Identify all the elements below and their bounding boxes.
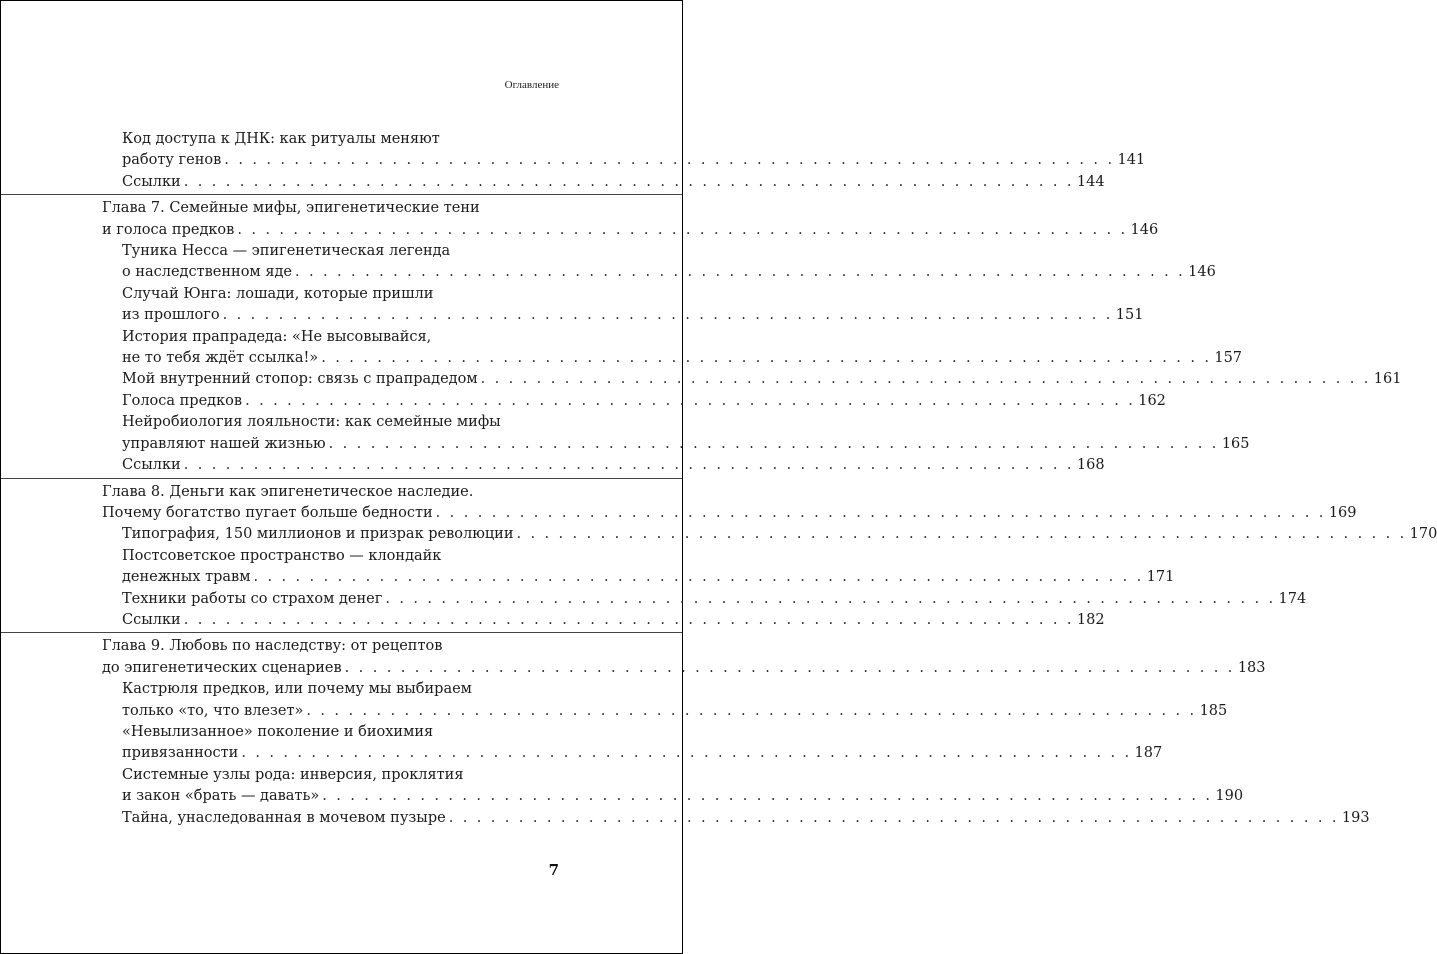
toc-entry-text: управляют нашей жизнью <box>122 435 326 452</box>
toc-subsection-entry[interactable] <box>122 455 1105 476</box>
toc-entry-text: Ссылки <box>122 173 181 190</box>
toc-entry-text: Глава 8. Деньги как эпигенетическое наследие. <box>102 483 474 500</box>
toc-entry-text: Глава 7. Семейные мифы, эпигенетические тени <box>102 200 480 217</box>
toc-subsection-entry[interactable] <box>122 589 1307 610</box>
toc-page-number: 141 <box>1117 152 1146 169</box>
toc-subsection-entry[interactable] <box>122 327 1243 370</box>
toc-subsection-entry[interactable] <box>122 765 1244 808</box>
dot-leader: . . . . . . . . . . . . . . . . . . . . . . . . . . . . . . . . . . . . . . . . . . . . . . . . . . . . . . . . . . . . . . . . <box>224 152 1115 169</box>
toc-entry-text: работу генов <box>122 152 222 169</box>
toc-entry-text: Типография, 150 миллионов и призрак революции <box>122 526 514 543</box>
dot-leader: . . . . . . . . . . . . . . . . . . . . . . . . . . . . . . . . . . . . . . . . . . . . . . . . . . . . . . . . . . . . . . . . <box>516 526 1407 543</box>
toc-page-number: 168 <box>1076 457 1105 474</box>
toc-subsection-entry[interactable] <box>122 808 1370 829</box>
toc-entry-text: Почему богатство пугает больше бедности <box>102 504 433 521</box>
toc-entry-text: не то тебя ждёт ссылка!» <box>122 350 319 367</box>
toc-page-number: 162 <box>1138 392 1166 409</box>
dot-leader: . . . . . . . . . . . . . . . . . . . . . . . . . . . . . . . . . . . . . . . . . . . . . . . . . . . . . . . . . . . . . . . . <box>183 611 1074 628</box>
toc-entry-text: только «то, что влезет» <box>122 702 304 719</box>
toc-entry-text: Мой внутренний стопор: связь с прапрадедом <box>122 371 478 388</box>
running-header: Оглавление <box>504 79 559 91</box>
toc-page-number: 157 <box>1214 350 1243 367</box>
toc-entry-text: привязанности <box>122 745 239 762</box>
toc-entry-text: Ссылки <box>122 457 181 474</box>
toc-subsection-entry[interactable] <box>122 524 1437 545</box>
dot-leader: . . . . . . . . . . . . . . . . . . . . . . . . . . . . . . . . . . . . . . . . . . . . . . . . . . . . . . . . . . . . . . . . <box>321 350 1212 367</box>
toc-entry-text: денежных травм <box>122 569 251 586</box>
toc-chapter-entry[interactable] <box>102 482 1357 525</box>
dot-leader: . . . . . . . . . . . . . . . . . . . . . . . . . . . . . . . . . . . . . . . . . . . . . . . . . . . . . . . . . . . . . . . . <box>385 590 1276 607</box>
toc-section <box>1 129 1146 195</box>
toc-subsection-entry[interactable] <box>122 129 1146 172</box>
dot-leader: . . . . . . . . . . . . . . . . . . . . . . . . . . . . . . . . . . . . . . . . . . . . . . . . . . . . . . . . . . . . . . . . <box>480 371 1371 388</box>
toc-page-number: 182 <box>1076 611 1105 628</box>
toc-page-number: 193 <box>1341 809 1370 826</box>
dot-leader: . . . . . . . . . . . . . . . . . . . . . . . . . . . . . . . . . . . . . . . . . . . . . . . . . . . . . . . . . . . . . . . . <box>183 457 1074 474</box>
toc-page-number: 161 <box>1373 371 1402 388</box>
toc-entry-text: Туника Несса — эпигенетическая легенда <box>122 243 451 260</box>
toc-page-number: 144 <box>1076 173 1105 190</box>
toc-page-number: 174 <box>1278 590 1307 607</box>
toc-subsection-entry[interactable] <box>122 241 1216 284</box>
toc-subsection-entry[interactable] <box>122 284 1144 327</box>
toc-subsection-entry[interactable] <box>122 412 1250 455</box>
toc-entry-text: Кастрюля предков, или почему мы выбираем <box>122 681 472 698</box>
toc-chapter-entry[interactable] <box>102 636 1266 679</box>
dot-leader: . . . . . . . . . . . . . . . . . . . . . . . . . . . . . . . . . . . . . . . . . . . . . . . . . . . . . . . . . . . . . . . . <box>222 307 1113 324</box>
dot-leader: . . . . . . . . . . . . . . . . . . . . . . . . . . . . . . . . . . . . . . . . . . . . . . . . . . . . . . . . . . . . . . . . <box>294 264 1186 281</box>
toc-entry-text: Техники работы со страхом денег <box>122 590 383 607</box>
toc-entry-text: Постсоветское пространство — клондайк <box>122 547 442 564</box>
toc-section <box>1 479 1437 634</box>
toc-entry-text: История прапрадеда: «Не высовывайся, <box>122 328 432 345</box>
toc-entry-text: Ссылки <box>122 611 181 628</box>
dot-leader: . . . . . . . . . . . . . . . . . . . . . . . . . . . . . . . . . . . . . . . . . . . . . . . . . . . . . . . . . . . . . . . . <box>306 702 1197 719</box>
toc-subsection-entry[interactable] <box>122 679 1228 722</box>
toc-page-number: 151 <box>1115 307 1144 324</box>
table-of-contents <box>1 129 1437 830</box>
toc-entry-text: о наследственном яде <box>122 264 292 281</box>
toc-page-number: 187 <box>1134 745 1163 762</box>
toc-entry-text: до эпигенетических сценариев <box>102 659 342 676</box>
toc-page-number: 170 <box>1409 526 1437 543</box>
toc-entry-text: и закон «брать — давать» <box>122 788 320 805</box>
toc-subsection-entry[interactable] <box>122 546 1175 589</box>
dot-leader: . . . . . . . . . . . . . . . . . . . . . . . . . . . . . . . . . . . . . . . . . . . . . . . . . . . . . . . . . . . . . . . . <box>448 809 1339 826</box>
dot-leader: . . . . . . . . . . . . . . . . . . . . . . . . . . . . . . . . . . . . . . . . . . . . . . . . . . . . . . . . . . . . . . . . <box>237 221 1128 238</box>
toc-page-number: 171 <box>1146 569 1175 586</box>
dot-leader: . . . . . . . . . . . . . . . . . . . . . . . . . . . . . . . . . . . . . . . . . . . . . . . . . . . . . . . . . . . . . . . . <box>183 173 1074 190</box>
toc-entry-text: из прошлого <box>122 307 220 324</box>
toc-entry-text: Системные узлы рода: инверсия, проклятия <box>122 766 464 783</box>
toc-subsection-entry[interactable] <box>122 369 1402 390</box>
toc-chapter-entry[interactable] <box>102 198 1159 241</box>
toc-page-number: 183 <box>1237 659 1266 676</box>
toc-entry-text: Код доступа к ДНК: как ритуалы меняют <box>122 131 440 147</box>
toc-page-number: 146 <box>1130 221 1159 238</box>
toc-subsection-entry[interactable] <box>122 172 1105 193</box>
dot-leader: . . . . . . . . . . . . . . . . . . . . . . . . . . . . . . . . . . . . . . . . . . . . . . . . . . . . . . . . . . . . . . . . <box>253 569 1144 586</box>
toc-subsection-entry[interactable] <box>122 610 1105 631</box>
toc-entry-text: Случай Юнга: лошади, которые пришли <box>122 285 434 302</box>
toc-page-number: 190 <box>1215 788 1244 805</box>
toc-subsection-entry[interactable] <box>122 722 1163 765</box>
dot-leader: . . . . . . . . . . . . . . . . . . . . . . . . . . . . . . . . . . . . . . . . . . . . . . . . . . . . . . . . . . . . . . . . <box>344 659 1235 676</box>
toc-page-number: 185 <box>1199 702 1228 719</box>
page-number: 7 <box>548 861 559 879</box>
toc-entry-text: и голоса предков <box>102 221 235 238</box>
toc-page-number: 165 <box>1221 435 1250 452</box>
dot-leader: . . . . . . . . . . . . . . . . . . . . . . . . . . . . . . . . . . . . . . . . . . . . . . . . . . . . . . . . . . . . . . . . <box>328 435 1219 452</box>
dot-leader: . . . . . . . . . . . . . . . . . . . . . . . . . . . . . . . . . . . . . . . . . . . . . . . . . . . . . . . . . . . . . . . . <box>245 392 1136 409</box>
toc-entry-text: Голоса предков <box>122 392 243 409</box>
toc-subsection-entry[interactable] <box>122 391 1166 412</box>
dot-leader: . . . . . . . . . . . . . . . . . . . . . . . . . . . . . . . . . . . . . . . . . . . . . . . . . . . . . . . . . . . . . . . . <box>435 504 1326 521</box>
toc-section <box>1 633 1370 830</box>
dot-leader: . . . . . . . . . . . . . . . . . . . . . . . . . . . . . . . . . . . . . . . . . . . . . . . . . . . . . . . . . . . . . . . . <box>241 745 1132 762</box>
toc-entry-text: Тайна, унаследованная в мочевом пузыре <box>122 809 446 826</box>
toc-entry-text: Нейробиология лояльности: как семейные мифы <box>122 414 501 431</box>
toc-page-number: 146 <box>1188 264 1216 281</box>
toc-section <box>1 195 1402 478</box>
toc-entry-text: «Невылизанное» поколение и биохимия <box>122 723 434 740</box>
toc-entry-text: Глава 9. Любовь по наследству: от рецептов <box>102 638 443 655</box>
dot-leader: . . . . . . . . . . . . . . . . . . . . . . . . . . . . . . . . . . . . . . . . . . . . . . . . . . . . . . . . . . . . . . . . <box>322 788 1213 805</box>
toc-page-number: 169 <box>1328 504 1357 521</box>
